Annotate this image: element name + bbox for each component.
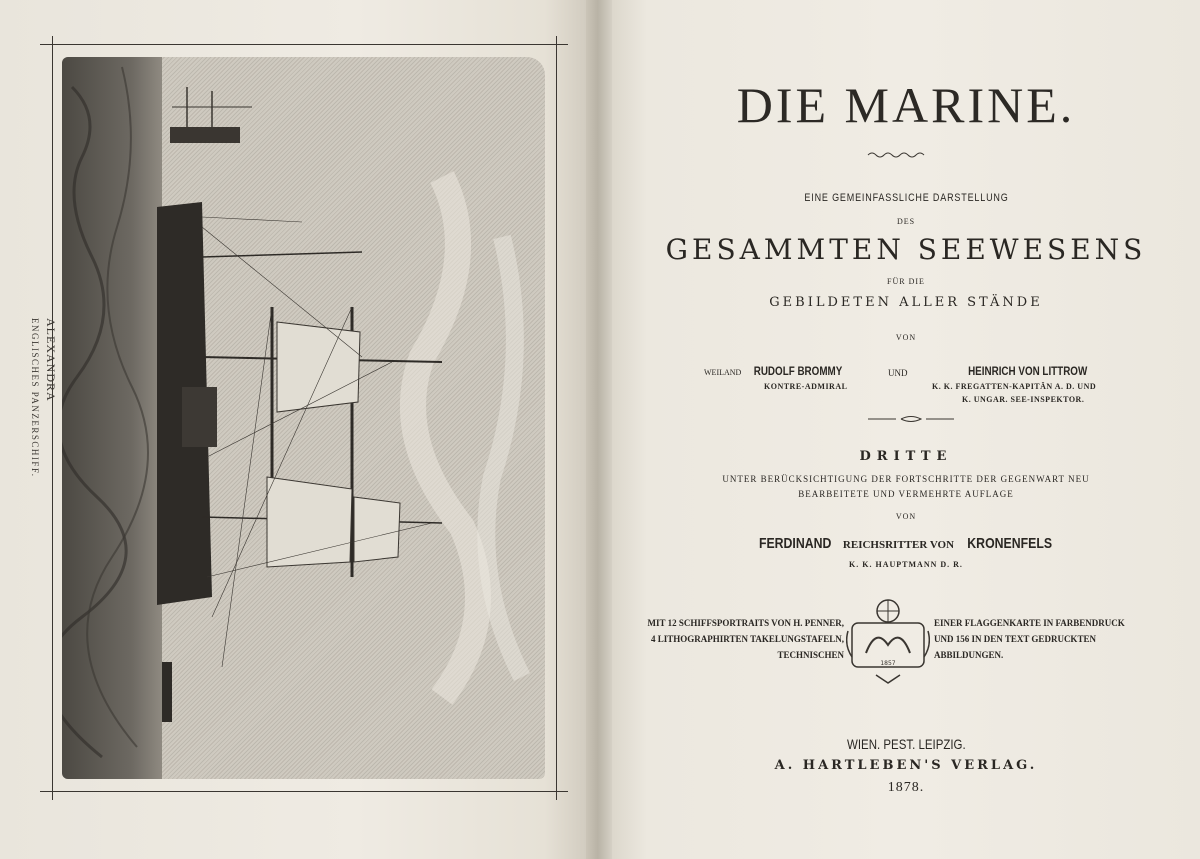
edition-line-1: UNTER BERÜCKSICHTIGUNG DER FORTSCHRITTE DER GEGENWART NEU [722,474,1090,484]
von-line: VON [895,333,917,342]
subtitle-line-5: GEBILDETEN ALLER STÄNDE [769,295,1043,310]
illustrations-block [612,597,1200,687]
editor-name: FERDINAND REICHSRITTER VON KRONENFELS [758,535,1052,552]
subtitle-line-2: DES [896,217,916,226]
edition-von: VON [895,512,917,521]
left-page-frontispiece [0,0,592,859]
author2-name: HEINRICH VON LITTROW [968,364,1088,378]
edition-label: DRITTE [859,449,953,464]
right-page-title [612,0,1200,859]
publisher-city: WIEN. PEST. LEIPZIG. [846,736,966,752]
author1-title: KONTRE-ADMIRAL [764,382,848,391]
title-ornament-rule [866,150,926,160]
authors-block [612,362,1200,412]
editor-title: K. K. HAUPTMANN D. R. [849,560,963,569]
subtitle-line-1: EINE GEMEINFASSLICHE DARSTELLUNG [803,192,1009,204]
illustrations-left: MIT 12 SCHIFFSPORTRAITS VON H. PENNER, 4 LITHOGRAPHIRTEN TAKELUNGSTAFELN, TECHNISCHEN [647,618,844,660]
frame-right-rule [556,36,557,800]
author2-title-2: K. UNGAR. SEE-INSPEKTOR. [962,395,1085,404]
author2-title-1: K. K. FREGATTEN-KAPITÄN A. D. UND [932,382,1097,391]
frame-bottom-rule [40,791,568,792]
publisher-emblem [846,597,930,685]
and-word: UND [888,368,908,378]
ship-engraving [62,57,545,779]
publication-year: 1878. [887,780,925,795]
edition-line-2: BEARBEITETE UND VERMEHRTE AUFLAGE [798,489,1014,499]
caption-title: ALEXANDRA [44,318,58,402]
caption-subtitle: ENGLISCHES PANZERSCHIFF. [30,318,40,478]
author1-line [704,364,852,379]
frame-top-rule [40,44,568,45]
publisher-name: A. HARTLEBEN'S VERLAG. [774,758,1038,773]
emblem-year: 1857 [880,660,896,667]
author1-prefix: WEILAND [704,368,742,377]
book-title: DIE MARINE. [736,77,1076,133]
ship-engraving-illustration [62,57,545,779]
subtitle-line-4: FÜR DIE [887,277,925,286]
plate-caption [28,318,58,518]
book-gutter [586,0,612,859]
author1-name: RUDOLF BROMMY [754,364,843,378]
subtitle-main: GESAMMTEN SEEWESENS [665,233,1147,266]
ornament-rule-2 [866,414,956,424]
illustrations-right: EINER FLAGGENKARTE IN FARBENDRUCK UND 156 IN DEN TEXT GEDRUCKTEN ABBILDUNGEN. [934,618,1125,660]
